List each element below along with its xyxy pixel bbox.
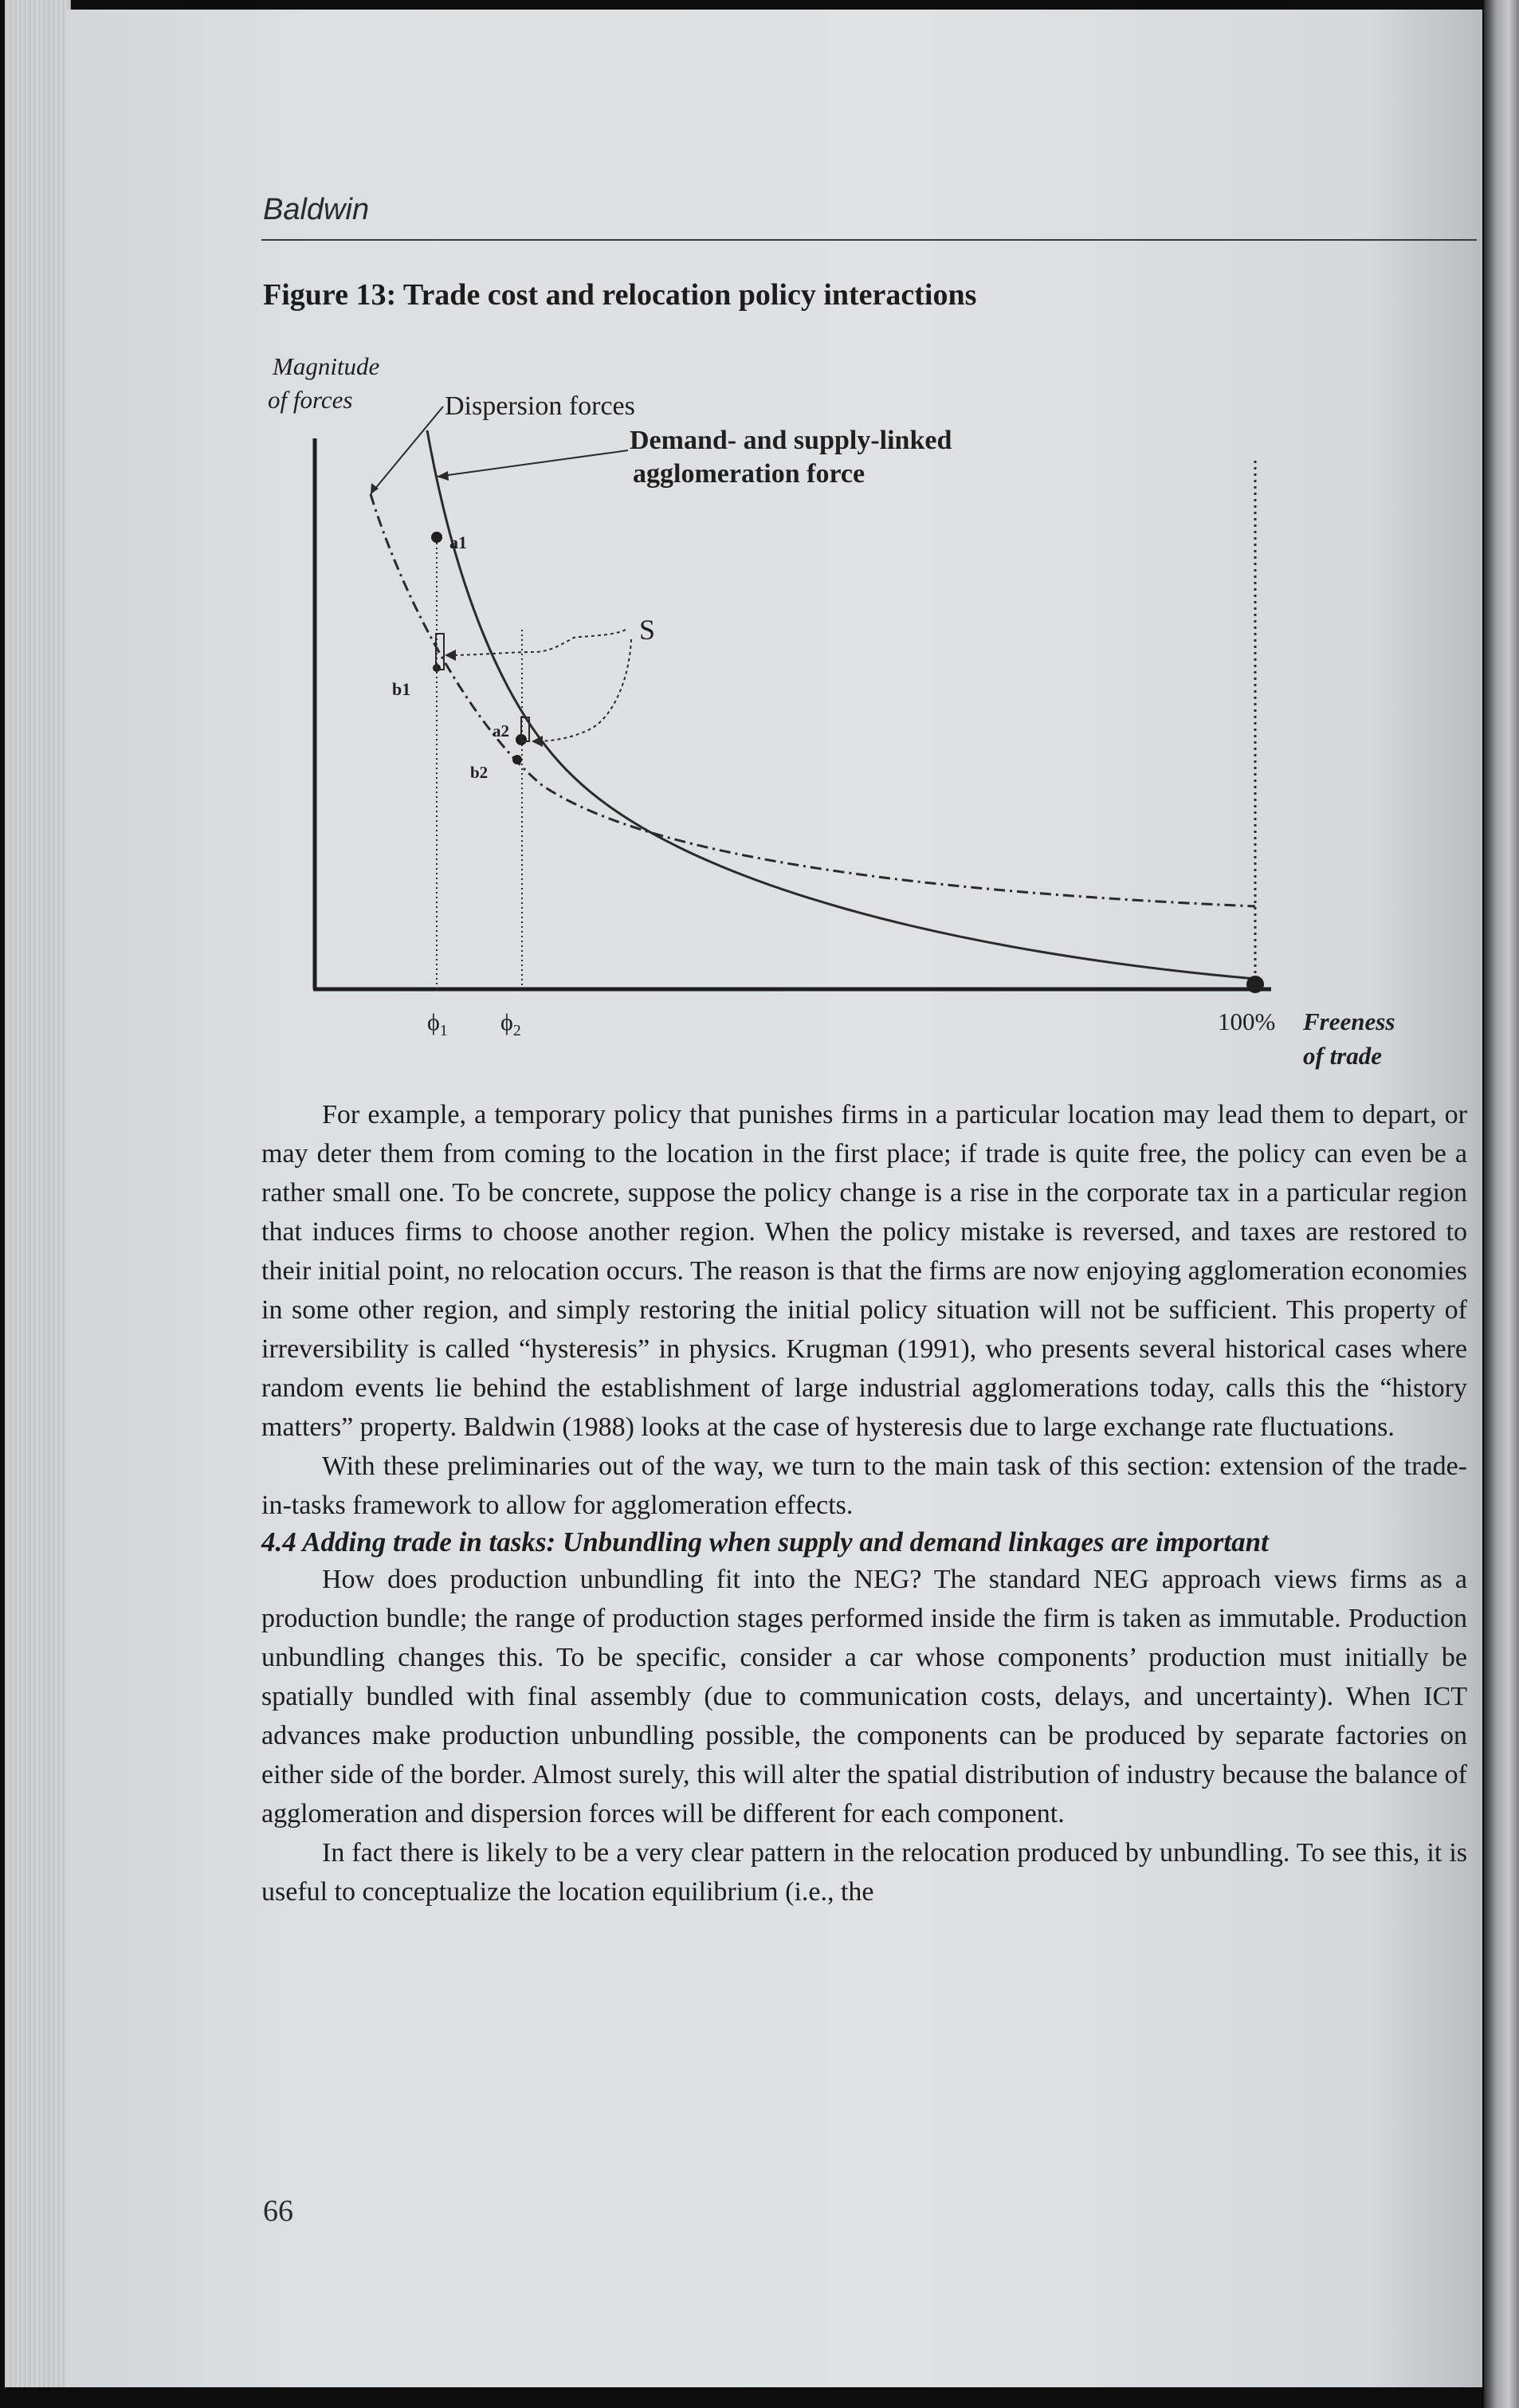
tick-100-percent: 100% <box>1218 1008 1276 1035</box>
x-axis-label-2: of trade <box>1303 1042 1383 1070</box>
y-axis-label: Magnitude <box>273 352 380 380</box>
s-arrowhead-b1 <box>445 650 456 661</box>
tick-phi1: $\phi_1$ <box>427 1009 448 1039</box>
x-axis-label: Freeness <box>1303 1008 1395 1035</box>
section-heading-4-4: 4.4 Adding trade in tasks: Unbundling when supply and demand linkages are important <box>261 1526 1269 1558</box>
agglomeration-arrowhead <box>437 471 449 481</box>
agglomeration-curve <box>427 430 1255 979</box>
s-loop-to-a2 <box>536 639 631 741</box>
label-a1: a1 <box>449 532 467 552</box>
agglomeration-label-2: agglomeration force <box>633 459 865 489</box>
paragraph-2: With these preliminaries out of the way, we turn to the main task of this section: extension of the trade-in-tasks framework to allow for agglomeration effects. <box>261 1451 1467 1520</box>
paragraph-3: How does production unbundling fit into the NEG? The standard NEG approach views firms as a production bundle; the range of production stages performed inside the firm is taken as immutable. Production unbundling changes this. To be specific, consider a car whose components’ production must initially be spatially bundled with final assembly (due to communication costs, delays, and uncertainty). When ICT advances make production unbundling possible, the components can be produced by separate factories on either side of the border. Almost surely, this will alter the spatial distribution of industry because the balance of agglomeration and dispersion forces will be different for each component. <box>261 1565 1467 1829</box>
header-rule <box>261 239 1477 241</box>
label-a2: a2 <box>493 721 509 740</box>
tick-phi2: $\phi_2$ <box>500 1009 521 1039</box>
body-text <box>261 1095 1467 1911</box>
s-arrowhead-a2 <box>532 736 543 747</box>
s-loop-to-b1 <box>448 630 626 655</box>
label-b1: b1 <box>392 679 411 699</box>
label-s: S <box>639 614 656 646</box>
figure-13-diagram <box>239 343 1450 1092</box>
book-page-edges <box>5 0 71 2387</box>
label-b2: b2 <box>470 763 489 782</box>
paragraph-4: In fact there is likely to be a very clear pattern in the relocation produced by unbundling. To see this, it is useful to conceptualize the location equilibrium (i.e., the <box>261 1838 1467 1907</box>
dispersion-arrowhead <box>371 483 379 494</box>
facing-page-edge <box>1484 0 1519 2408</box>
paragraph-1: For example, a temporary policy that punishes firms in a particular location may lead them to depart, or may deter them from coming to the location in the first place; if trade is quite free, the policy can even be a rather small one. To be concrete, suppose the policy change is a rise in the corporate tax in a particular region that induces firms to choose another region. When the policy mistake is reversed, and taxes are restored to their initial point, no relocation occurs. The reason is that the firms are now enjoying agglomeration economies in some other region, and simply restoring the initial policy situation will not be sufficient. This property of irreversibility is called “hysteresis” in physics. Krugman (1991), who presents several historical cases where random events lie behind the establishment of large industrial agglomerations today, calls this the “history matters” property. Baldwin (1988) looks at the case of hysteresis due to large exchange rate fluctuations. <box>261 1100 1467 1442</box>
dispersion-curve <box>371 494 1255 906</box>
endpoint-dot <box>1246 976 1264 993</box>
agglomeration-pointer <box>437 450 628 477</box>
dispersion-forces-label: Dispersion forces <box>445 391 635 421</box>
dispersion-pointer <box>371 407 443 494</box>
point-b2 <box>512 755 522 764</box>
agglomeration-label-1: Demand- and supply-linked <box>630 426 952 455</box>
figure-title: Figure 13: Trade cost and relocation policy interactions <box>263 278 977 312</box>
point-a1 <box>431 532 442 543</box>
running-head: Baldwin <box>263 193 370 226</box>
y-axis-label-2: of forces <box>268 386 353 414</box>
page-number: 66 <box>263 2194 293 2228</box>
